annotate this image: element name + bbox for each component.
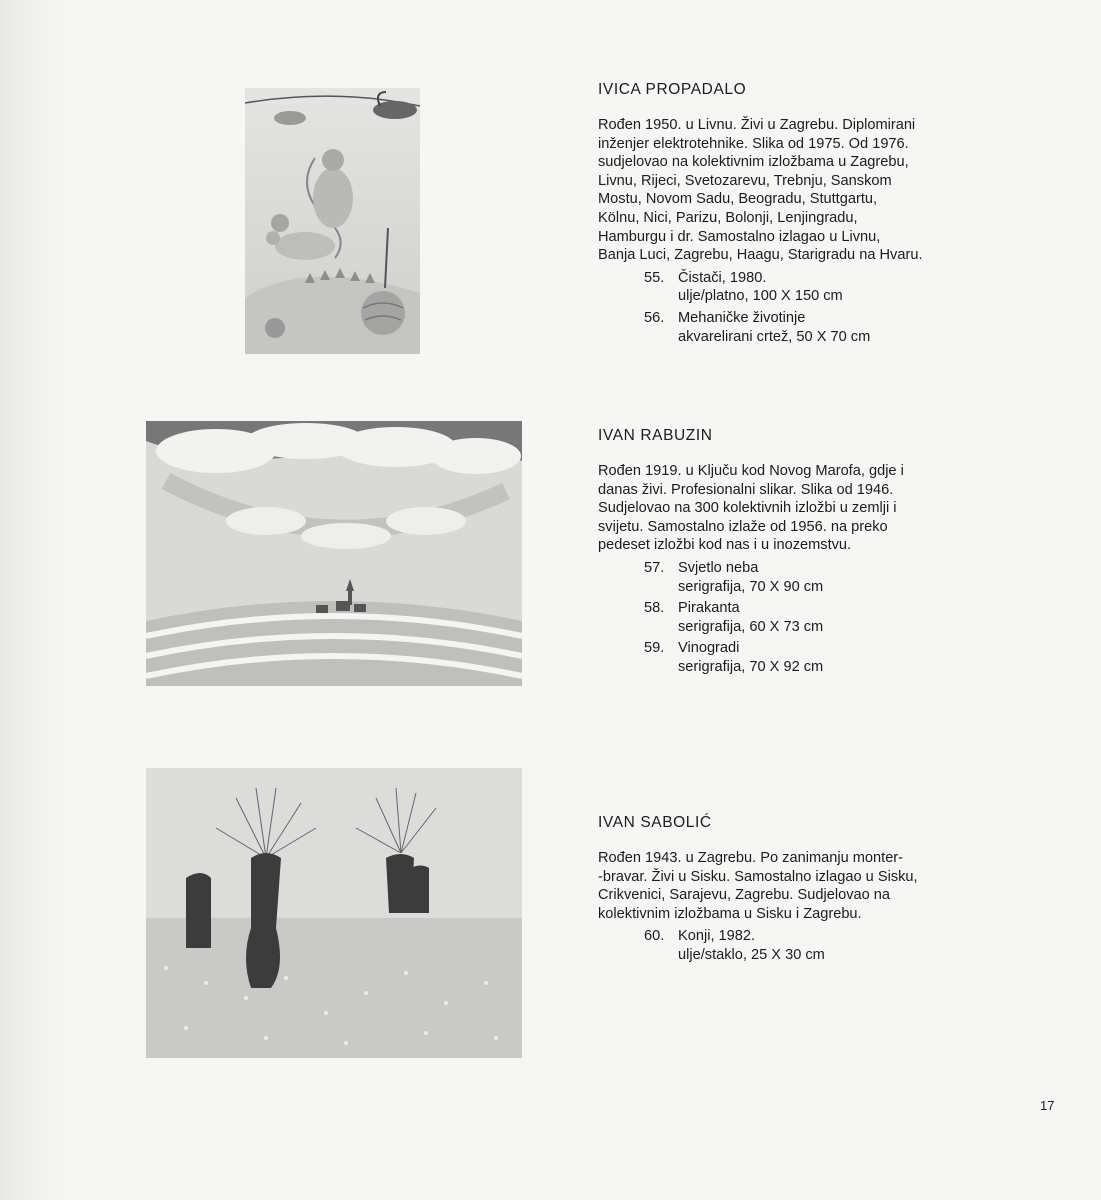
bio-line: Rođen 1919. u Ključu kod Novog Marofa, gdje i xyxy=(598,463,904,479)
bio-line: Banja Luci, Zagrebu, Haagu, Starigradu na Hvaru. xyxy=(598,247,923,264)
bio-line: inženjer elektrotehnike. Slika od 1975. Od 1976. xyxy=(598,135,909,152)
work-number: 57. xyxy=(644,559,665,576)
work-title: Konji, 1982. xyxy=(678,928,756,945)
work-title: Vinogradi xyxy=(678,640,740,657)
bio-line: sudjelovao na kolektivnim izložbama u Zagrebu, xyxy=(598,154,909,171)
page-number: 17 xyxy=(1040,1098,1055,1113)
work-item xyxy=(644,269,998,306)
artist-name: IVAN SABOLIĆ xyxy=(598,814,712,831)
work-number: 58. xyxy=(644,600,665,617)
work-detail: serigrafija, 70 X 90 cm xyxy=(678,578,824,595)
work-detail: serigrafija, 60 X 73 cm xyxy=(678,618,824,635)
bio-line: Livnu, Rijeci, Svetozarevu, Trebnju, Sanskom xyxy=(598,172,892,189)
bio-line: svijetu. Samostalno izlaže od 1956. na preko xyxy=(598,518,888,535)
work-title: Pirakanta xyxy=(678,600,740,617)
bio-line: -bravar. Živi u Sisku. Samostalno izlagao u Sisku, xyxy=(598,868,918,885)
bio-line: pedeset izložbi kod nas i u inozemstvu. xyxy=(598,537,852,554)
work-detail: serigrafija, 70 X 92 cm xyxy=(678,658,824,675)
bio-line: Hamburgu i dr. Samostalno izlagao u Livnu, xyxy=(598,228,881,245)
artwork-image-propadalo xyxy=(245,88,420,354)
artist-entry-1 xyxy=(598,80,998,349)
artist-bio xyxy=(598,116,998,265)
bio-line: kolektivnim izložbama u Sisku i Zagrebu. xyxy=(598,905,862,922)
work-title: Čistači, 1980. xyxy=(678,269,767,286)
bio-line: danas živi. Profesionalni slikar. Slika od 1946. xyxy=(598,481,894,498)
work-title: Mehaničke životinje xyxy=(678,309,806,326)
work-item xyxy=(644,559,998,596)
artist-bio xyxy=(598,462,998,555)
works-list xyxy=(644,559,998,677)
works-list xyxy=(644,927,998,964)
bio-line: Rođen 1943. u Zagrebu. Po zanimanju monter- xyxy=(598,850,904,866)
works-list xyxy=(644,269,998,346)
work-number: 59. xyxy=(644,640,665,657)
artwork-image-rabuzin xyxy=(146,421,522,686)
bio-line: Rođen 1950. u Livnu. Živi u Zagrebu. Diplomirani xyxy=(598,117,916,133)
work-number: 60. xyxy=(644,928,665,945)
work-detail: ulje/staklo, 25 X 30 cm xyxy=(678,946,825,963)
artist-name: IVAN RABUZIN xyxy=(598,427,713,444)
artist-bio xyxy=(598,849,998,923)
page-gutter-shadow xyxy=(0,0,70,1200)
artist-entry-2 xyxy=(598,426,998,680)
work-number: 55. xyxy=(644,269,665,286)
work-item xyxy=(644,599,998,636)
work-detail: akvarelirani crtež, 50 X 70 cm xyxy=(678,328,871,345)
work-item xyxy=(644,309,998,346)
artist-name: IVICA PROPADALO xyxy=(598,81,747,98)
bio-line: Crikvenici, Sarajevu, Zagrebu. Sudjelovao na xyxy=(598,887,891,904)
artist-entry-3 xyxy=(598,813,998,968)
artwork-image-sabolic xyxy=(146,768,522,1058)
bio-line: Kölnu, Nici, Parizu, Bolonji, Lenjingradu, xyxy=(598,209,858,226)
bio-line: Sudjelovao na 300 kolektivnih izložbi u zemlji i xyxy=(598,500,897,517)
work-item xyxy=(644,639,998,676)
work-detail: ulje/platno, 100 X 150 cm xyxy=(678,288,843,305)
work-item xyxy=(644,927,998,964)
work-number: 56. xyxy=(644,309,665,326)
work-title: Svjetlo neba xyxy=(678,559,759,576)
bio-line: Mostu, Novom Sadu, Beogradu, Stuttgartu, xyxy=(598,191,878,208)
